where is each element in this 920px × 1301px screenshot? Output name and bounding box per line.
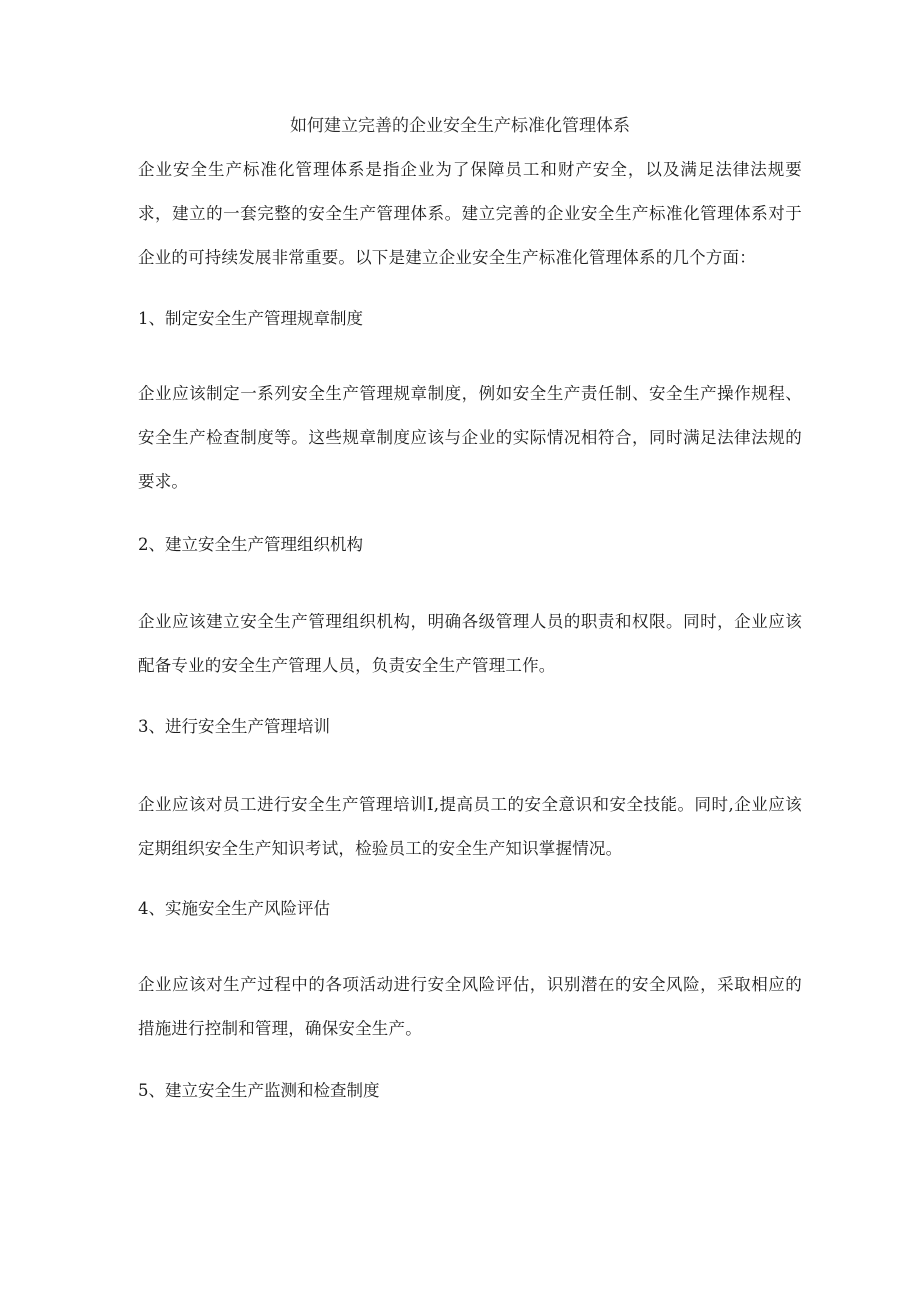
section-body-4: 企业应该对生产过程中的各项活动进行安全风险评估，识别潜在的安全风险，采取相应的措施进行控制和管理，确保安全生产。 bbox=[138, 975, 802, 1038]
section-heading-4: 4、实施安全生产风险评估 bbox=[138, 899, 330, 918]
section-heading-3: 3、进行安全生产管理培训 bbox=[138, 717, 330, 736]
section-heading-5: 5、建立安全生产监测和检查制度 bbox=[138, 1081, 380, 1100]
document-title: 如何建立完善的企业安全生产标准化管理体系 bbox=[290, 116, 630, 136]
section-body-2: 企业应该建立安全生产管理组织机构，明确各级管理人员的职责和权限。同时，企业应该配备专业的安全生产管理人员，负责安全生产管理工作。 bbox=[138, 612, 802, 675]
section-heading-2: 2、建立安全生产管理组织机构 bbox=[138, 535, 363, 554]
section-heading-1: 1、制定安全生产管理规章制度 bbox=[138, 309, 363, 328]
section-body-1: 企业应该制定一系列安全生产管理规章制度，例如安全生产责任制、安全生产操作规程、安全生产检查制度等。这些规章制度应该与企业的实际情况相符合，同时满足法律法规的要求。 bbox=[138, 384, 802, 491]
intro-paragraph: 企业安全生产标准化管理体系是指企业为了保障员工和财产安全，以及满足法律法规要求，建立的一套完整的安全生产管理体系。建立完善的企业安全生产标准化管理体系对于企业的可持续发展非常重要。以下是建立企业安全生产标准化管理体系的几个方面： bbox=[138, 160, 802, 267]
section-body-3: 企业应该对员工进行安全生产管理培训I,提高员工的安全意识和安全技能。同时,企业应该定期组织安全生产知识考试，检验员工的安全生产知识掌握情况。 bbox=[138, 795, 802, 858]
